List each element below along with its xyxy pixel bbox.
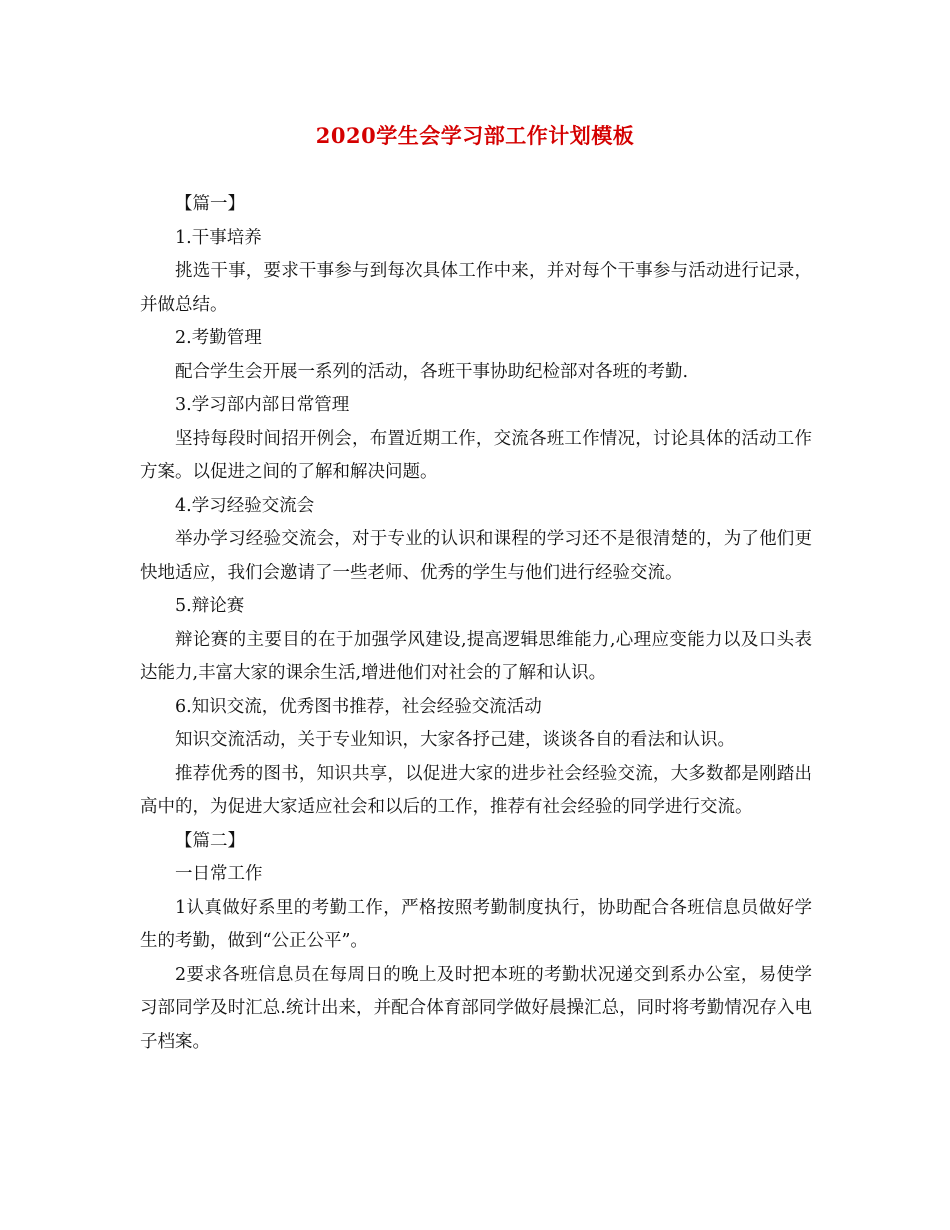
paragraph: 坚持每段时间招开例会，布置近期工作，交流各班工作情况，讨论具体的活动工作方案。以促进之间的了解和解决问题。 bbox=[140, 428, 812, 482]
item-heading: 1.干事培养 bbox=[175, 227, 262, 248]
section-heading-2: 【篇二】 bbox=[175, 830, 245, 851]
document-title: 2020学生会学习部工作计划模板 bbox=[315, 123, 635, 148]
paragraph: 知识交流活动，关于专业知识，大家各抒己建，谈谈各自的看法和认识。 bbox=[175, 730, 735, 750]
paragraph: 举办学习经验交流会，对于专业的认识和课程的学习还不是很清楚的，为了他们更快地适应，我们会邀请了一些老师、优秀的学生与他们进行经验交流。 bbox=[140, 529, 812, 583]
paragraph: 2要求各班信息员在每周日的晚上及时把本班的考勤状况递交到系办公室，易使学习部同学及时汇总.统计出来，并配合体育部同学做好晨操汇总，同时将考勤情况存入电子档案。 bbox=[140, 964, 812, 1052]
section-heading-1: 【篇一】 bbox=[175, 194, 245, 214]
item-heading: 5.辩论赛 bbox=[175, 596, 245, 616]
paragraph: 挑选干事，要求干事参与到每次具体工作中来，并对每个干事参与活动进行记录，并做总结。 bbox=[140, 261, 812, 315]
item-heading: 6.知识交流，优秀图书推荐，社会经验交流活动 bbox=[175, 696, 542, 717]
paragraph: 推荐优秀的图书，知识共享，以促进大家的进步社会经验交流，大多数都是刚踏出高中的，为促进大家适应社会和以后的工作，推荐有社会经验的同学进行交流。 bbox=[140, 763, 812, 817]
paragraph: 配合学生会开展一系列的活动，各班干事协助纪检部对各班的考勤. bbox=[175, 361, 689, 382]
paragraph: 辩论赛的主要目的在于加强学风建设,提高逻辑思维能力,心理应变能力以及口头表达能力,丰富大家的课余生活,增进他们对社会的了解和认识。 bbox=[140, 629, 812, 683]
item-heading: 3.学习部内部日常管理 bbox=[175, 395, 350, 415]
item-heading: 2.考勤管理 bbox=[175, 328, 262, 348]
item-heading: 4.学习经验交流会 bbox=[175, 495, 315, 516]
item-heading: 一日常工作 bbox=[175, 864, 263, 884]
document-body bbox=[140, 188, 812, 1059]
paragraph: 1认真做好系里的考勤工作，严格按照考勤制度执行，协助配合各班信息员做好学生的考勤，做到“公正公平”。 bbox=[140, 897, 812, 951]
